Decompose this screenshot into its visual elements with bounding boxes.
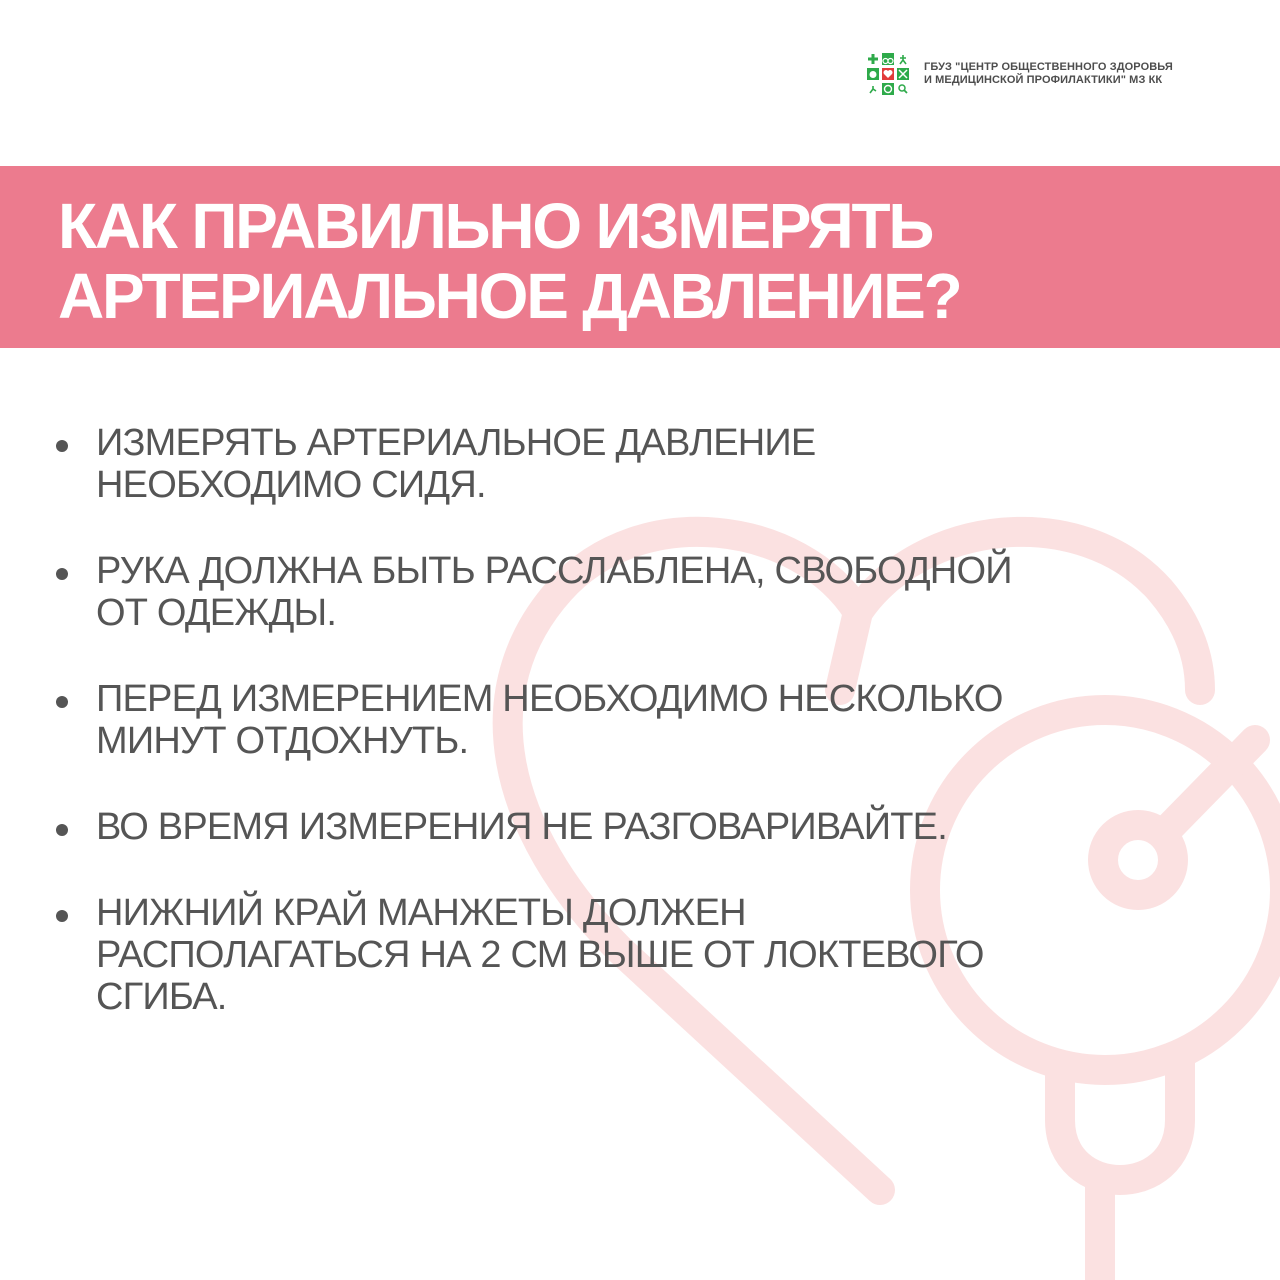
tip-line: СГИБА.: [96, 976, 227, 1018]
tip-line: НЕОБХОДИМО СИДЯ.: [96, 464, 486, 506]
bullet-icon: [56, 568, 68, 580]
tip-text: [96, 806, 1214, 848]
tip-text: [96, 422, 1214, 506]
page-title-line-1: КАК ПРАВИЛЬНО ИЗМЕРЯТЬ: [58, 190, 933, 262]
organization-name: [924, 61, 1254, 87]
tip-line: ВО ВРЕМЯ ИЗМЕРЕНИЯ НЕ РАЗГОВАРИВАЙТЕ.: [96, 806, 947, 848]
tip-text: [96, 678, 1214, 762]
tip-item: [54, 892, 1214, 1018]
tip-text: [96, 892, 1214, 1018]
health-center-logo-icon: [866, 52, 910, 96]
tips-list: [54, 422, 1214, 1062]
tip-line: МИНУТ ОТДОХНУТЬ.: [96, 720, 469, 762]
bullet-icon: [56, 696, 68, 708]
tip-line: НИЖНИЙ КРАЙ МАНЖЕТЫ ДОЛЖЕН: [96, 892, 746, 934]
tip-item: [54, 550, 1214, 634]
tip-item: [54, 806, 1214, 848]
tip-text: [96, 550, 1214, 634]
tip-line: РУКА ДОЛЖНА БЫТЬ РАССЛАБЛЕНА, СВОБОДНОЙ: [96, 550, 1012, 592]
tip-line: ИЗМЕРЯТЬ АРТЕРИАЛЬНОЕ ДАВЛЕНИЕ: [96, 422, 816, 464]
bullet-icon: [56, 824, 68, 836]
tip-line: ПЕРЕД ИЗМЕРЕНИЕМ НЕОБХОДИМО НЕСКОЛЬКО: [96, 678, 1003, 720]
bullet-icon: [56, 440, 68, 452]
organization-name-line-1: ГБУЗ "ЦЕНТР ОБЩЕСТВЕННОГО ЗДОРОВЬЯ: [924, 61, 1173, 73]
tip-line: РАСПОЛАГАТЬСЯ НА 2 СМ ВЫШЕ ОТ ЛОКТЕВОГО: [96, 934, 984, 976]
organization-name-line-2: И МЕДИЦИНСКОЙ ПРОФИЛАКТИКИ" МЗ КК: [924, 74, 1163, 86]
page-title-line-2: АРТЕРИАЛЬНОЕ ДАВЛЕНИЕ?: [58, 260, 961, 332]
page-title: [58, 191, 961, 331]
tip-item: [54, 422, 1214, 506]
tip-line: ОТ ОДЕЖДЫ.: [96, 592, 337, 634]
bullet-icon: [56, 910, 68, 922]
tip-item: [54, 678, 1214, 762]
